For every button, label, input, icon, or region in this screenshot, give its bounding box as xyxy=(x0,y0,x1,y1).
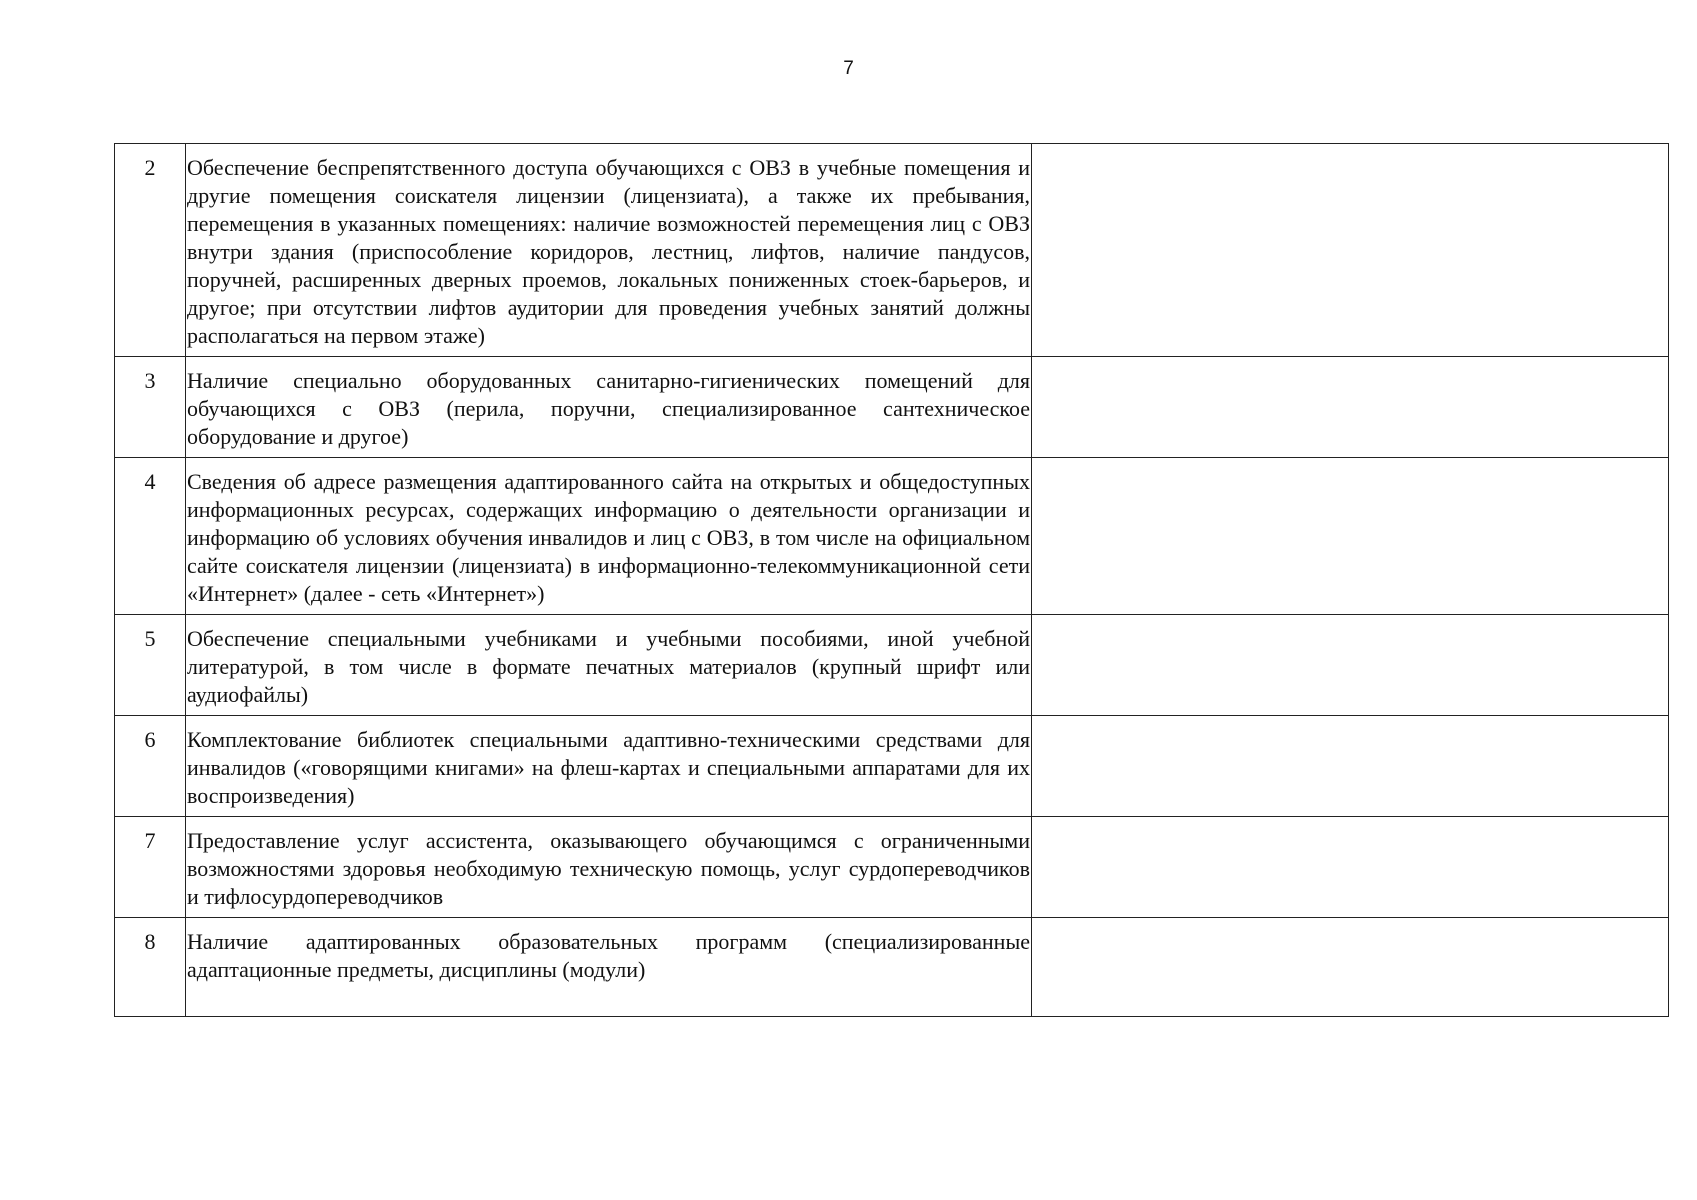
value-cell xyxy=(1032,918,1669,1017)
requirement-text: Обеспечение специальными учебниками и учебными пособиями, иной учебной литературой, в том числе в формате печатных материалов (крупный шрифт или аудиофайлы) xyxy=(186,615,1032,716)
requirement-text: Предоставление услуг ассистента, оказывающего обучающимся с ограниченными возможностями здоровья необходимую техническую помощь, услуг сурдопереводчиков и тифлосурдопереводчиков xyxy=(186,817,1032,918)
table-row xyxy=(115,615,1669,716)
requirement-text: Комплектование библиотек специальными адаптивно-техническими средствами для инвалидов («говорящими книгами» на флеш-картах и специальными аппаратами для их воспроизведения) xyxy=(186,716,1032,817)
requirements-table xyxy=(114,143,1669,1017)
row-number: 4 xyxy=(115,458,186,615)
table-row xyxy=(115,458,1669,615)
row-number: 3 xyxy=(115,357,186,458)
value-cell xyxy=(1032,716,1669,817)
page-number: 7 xyxy=(843,58,854,79)
requirement-text: Сведения об адресе размещения адаптированного сайта на открытых и общедоступных информационных ресурсах, содержащих информацию о деятельности организации и информацию об условиях обучения инвалидов и лиц с ОВЗ, в том числе на официальном сайте соискателя лицензии (лицензиата) в информационно-телекоммуникационной сети «Интернет» (далее - сеть «Интернет») xyxy=(186,458,1032,615)
row-number: 8 xyxy=(115,918,186,1017)
value-cell xyxy=(1032,357,1669,458)
row-number: 7 xyxy=(115,817,186,918)
value-cell xyxy=(1032,615,1669,716)
table-row xyxy=(115,357,1669,458)
table-row xyxy=(115,918,1669,1017)
requirement-text: Обеспечение беспрепятственного доступа обучающихся с ОВЗ в учебные помещения и другие помещения соискателя лицензии (лицензиата), а также их пребывания, перемещения в указанных помещениях: наличие возможностей перемещения лиц с ОВЗ внутри здания (приспособление коридоров, лестниц, лифтов, наличие пандусов, поручней, расширенных дверных проемов, локальных пониженных стоек-барьеров, и другое; при отсутствии лифтов аудитории для проведения учебных занятий должны располагаться на первом этаже) xyxy=(186,144,1032,357)
value-cell xyxy=(1032,817,1669,918)
requirement-text: Наличие адаптированных образовательных программ (специализированные адаптационные предметы, дисциплины (модули) xyxy=(186,918,1032,1017)
table-row xyxy=(115,716,1669,817)
value-cell xyxy=(1032,144,1669,357)
row-number: 5 xyxy=(115,615,186,716)
requirement-text: Наличие специально оборудованных санитарно-гигиенических помещений для обучающихся с ОВЗ (перила, поручни, специализированное сантехническое оборудование и другое) xyxy=(186,357,1032,458)
row-number: 2 xyxy=(115,144,186,357)
row-number: 6 xyxy=(115,716,186,817)
table-row xyxy=(115,817,1669,918)
table-row xyxy=(115,144,1669,357)
value-cell xyxy=(1032,458,1669,615)
